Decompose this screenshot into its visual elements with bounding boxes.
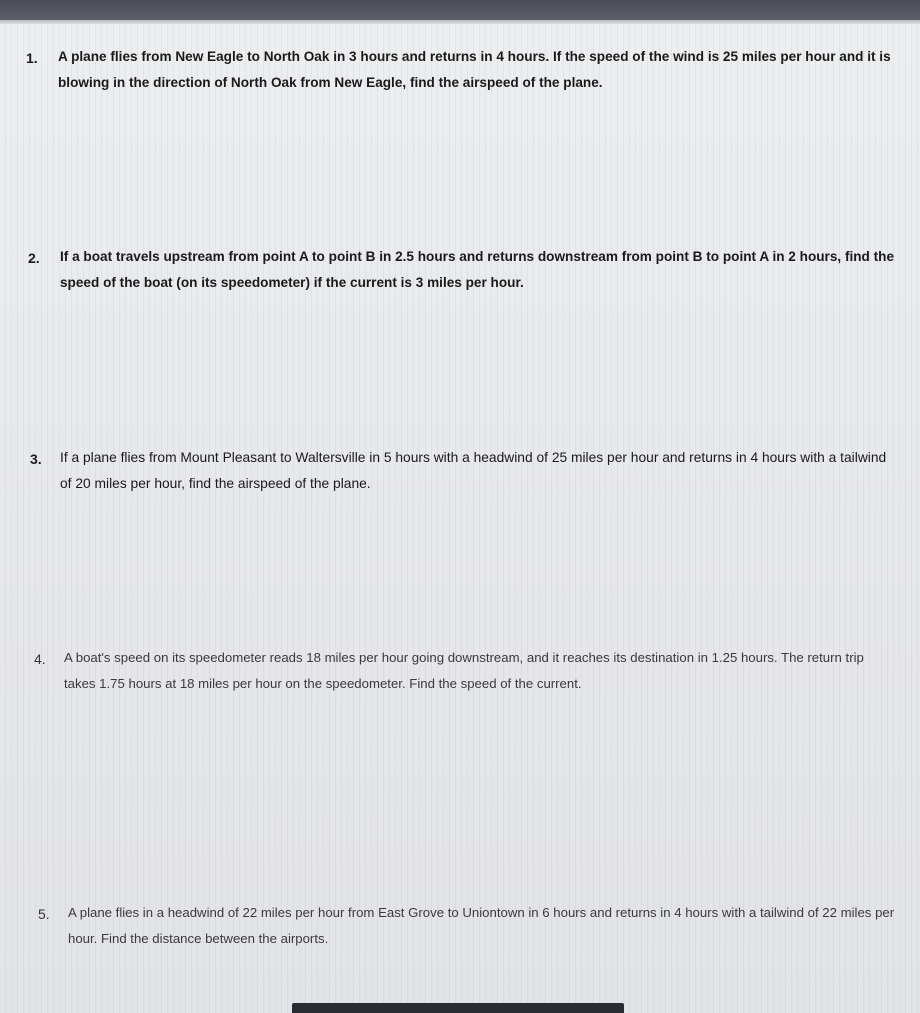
worksheet-page <box>0 24 920 1013</box>
problem-text: A boat's speed on its speedometer reads 18 miles per hour going downstream, and it reaches its destination in 1.25 hours. The return trip takes 1.75 hours at 18 miles per hour on the speedometer. Find the speed of the current. <box>64 650 864 691</box>
problem-number: 4. <box>34 651 46 667</box>
problem-text: If a plane flies from Mount Pleasant to Waltersville in 5 hours with a headwind of 25 miles per hour and returns in 4 hours with a tailwind of 20 miles per hour, find the airspeed of the plane. <box>60 450 887 491</box>
problem-number: 2. <box>28 250 40 266</box>
problem-number: 5. <box>38 906 50 922</box>
browser-top-band <box>0 0 920 20</box>
problem-text: If a boat travels upstream from point A to point B in 2.5 hours and returns downstream from point B to point A in 2 hours, find the speed of the boat (on its speedometer) if the current is 3 miles per hour. <box>60 249 895 290</box>
problem-text: A plane flies in a headwind of 22 miles per hour from East Grove to Uniontown in 6 hours and returns in 4 hours with a tailwind of 22 miles per hour. Find the distance between the airports. <box>68 905 895 946</box>
monitor-bottom-bezel <box>292 1003 624 1013</box>
problem-text: A plane flies from New Eagle to North Oak in 3 hours and returns in 4 hours. If the speed of the wind is 25 miles per hour and it is blowing in the direction of North Oak from New Eagle, find the airspeed of the plane. <box>58 49 891 90</box>
problem-number: 1. <box>26 50 38 66</box>
problem-number: 3. <box>30 451 42 467</box>
